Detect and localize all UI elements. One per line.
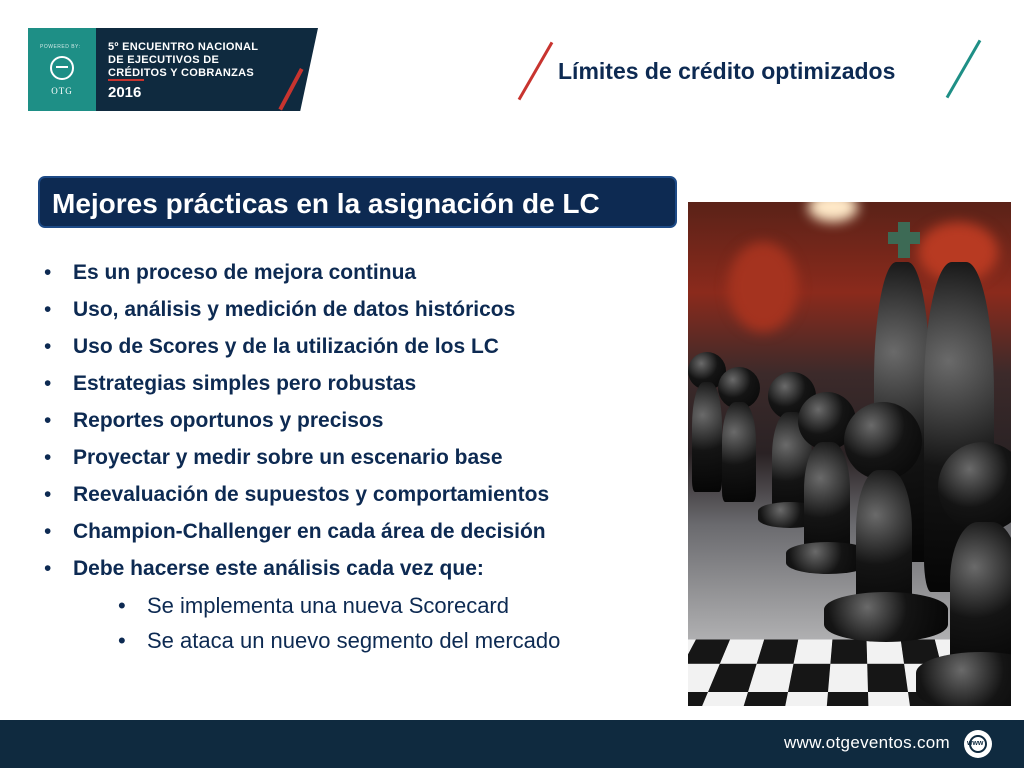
title-red-slash: [518, 42, 554, 101]
bullet-dot: •: [44, 557, 52, 580]
list-item: [116, 626, 676, 661]
bullet-text: Proyectar y medir sobre un escenario base: [73, 446, 503, 469]
background-light: [728, 242, 798, 332]
section-title: Mejores prácticas en la asignación de LC: [52, 188, 600, 219]
pawn-body: [692, 382, 722, 492]
bullet-dot: •: [44, 298, 52, 321]
list-item: [42, 406, 682, 443]
event-line-1: 5º ENCUENTRO NACIONAL: [108, 41, 259, 53]
bullet-text: Es un proceso de mejora continua: [73, 261, 417, 284]
bullet-dot: •: [44, 335, 52, 358]
list-item: [42, 369, 682, 406]
year-underline: [108, 79, 144, 81]
event-line-2: DE EJECUTIVOS DE: [108, 54, 220, 66]
event-line-3: CRÉDITOS Y COBRANZAS: [108, 67, 254, 79]
powered-by-label: POWERED BY:: [40, 44, 81, 50]
pawn-body: [950, 522, 1011, 672]
bullet-text: Debe hacerse este análisis cada vez que:: [73, 557, 484, 580]
pawn-head: [844, 402, 922, 480]
list-item: [42, 258, 682, 295]
otg-logo-panel: [28, 28, 96, 111]
event-name: [108, 41, 298, 80]
pawn-body: [722, 402, 756, 502]
otg-brand-text: OTG: [51, 86, 73, 96]
list-item: [42, 554, 682, 591]
bullet-dot: •: [118, 593, 126, 618]
sub-bullet-text: Se implementa una nueva Scorecard: [147, 593, 509, 618]
bullet-dot: •: [44, 261, 52, 284]
event-logo: [28, 28, 318, 111]
slide-title: Límites de crédito optimizados: [558, 58, 896, 84]
bullet-text: Champion-Challenger en cada área de decisión: [73, 520, 546, 543]
king-cross-bar: [888, 232, 920, 244]
event-year: 2016: [108, 84, 142, 101]
footer-website-link[interactable]: www.otgeventos.com: [783, 733, 950, 752]
pawn-base: [824, 592, 948, 642]
list-item: [42, 480, 682, 517]
list-item: [42, 443, 682, 480]
pawn-base: [916, 652, 1011, 706]
list-item: [42, 332, 682, 369]
bullet-text: Uso de Scores y de la utilización de los LC: [73, 335, 499, 358]
bullet-list: [42, 258, 682, 591]
bullet-dot: •: [118, 628, 126, 653]
bullet-text: Reevaluación de supuestos y comportamientos: [73, 483, 550, 506]
section-header-box: [38, 176, 677, 228]
bullet-text: Reportes oportunos y precisos: [73, 409, 384, 432]
globe-icon: [964, 730, 992, 758]
bullet-dot: •: [44, 446, 52, 469]
sub-bullet-text: Se ataca un nuevo segmento del mercado: [147, 628, 561, 653]
title-teal-slash: [946, 40, 982, 99]
list-item: [42, 517, 682, 554]
list-item: [116, 591, 676, 626]
bullet-text: Uso, análisis y medición de datos históricos: [73, 298, 516, 321]
bullet-dot: •: [44, 520, 52, 543]
otg-logo-icon: [50, 56, 74, 80]
bullet-dot: •: [44, 409, 52, 432]
bullet-dot: •: [44, 372, 52, 395]
bullet-text: Estrategias simples pero robustas: [73, 372, 417, 395]
background-light: [808, 202, 858, 222]
sub-bullet-list: [116, 591, 676, 661]
chess-pieces-photo: [688, 202, 1011, 706]
footer-bar: [0, 720, 1024, 768]
list-item: [42, 295, 682, 332]
bullet-dot: •: [44, 483, 52, 506]
